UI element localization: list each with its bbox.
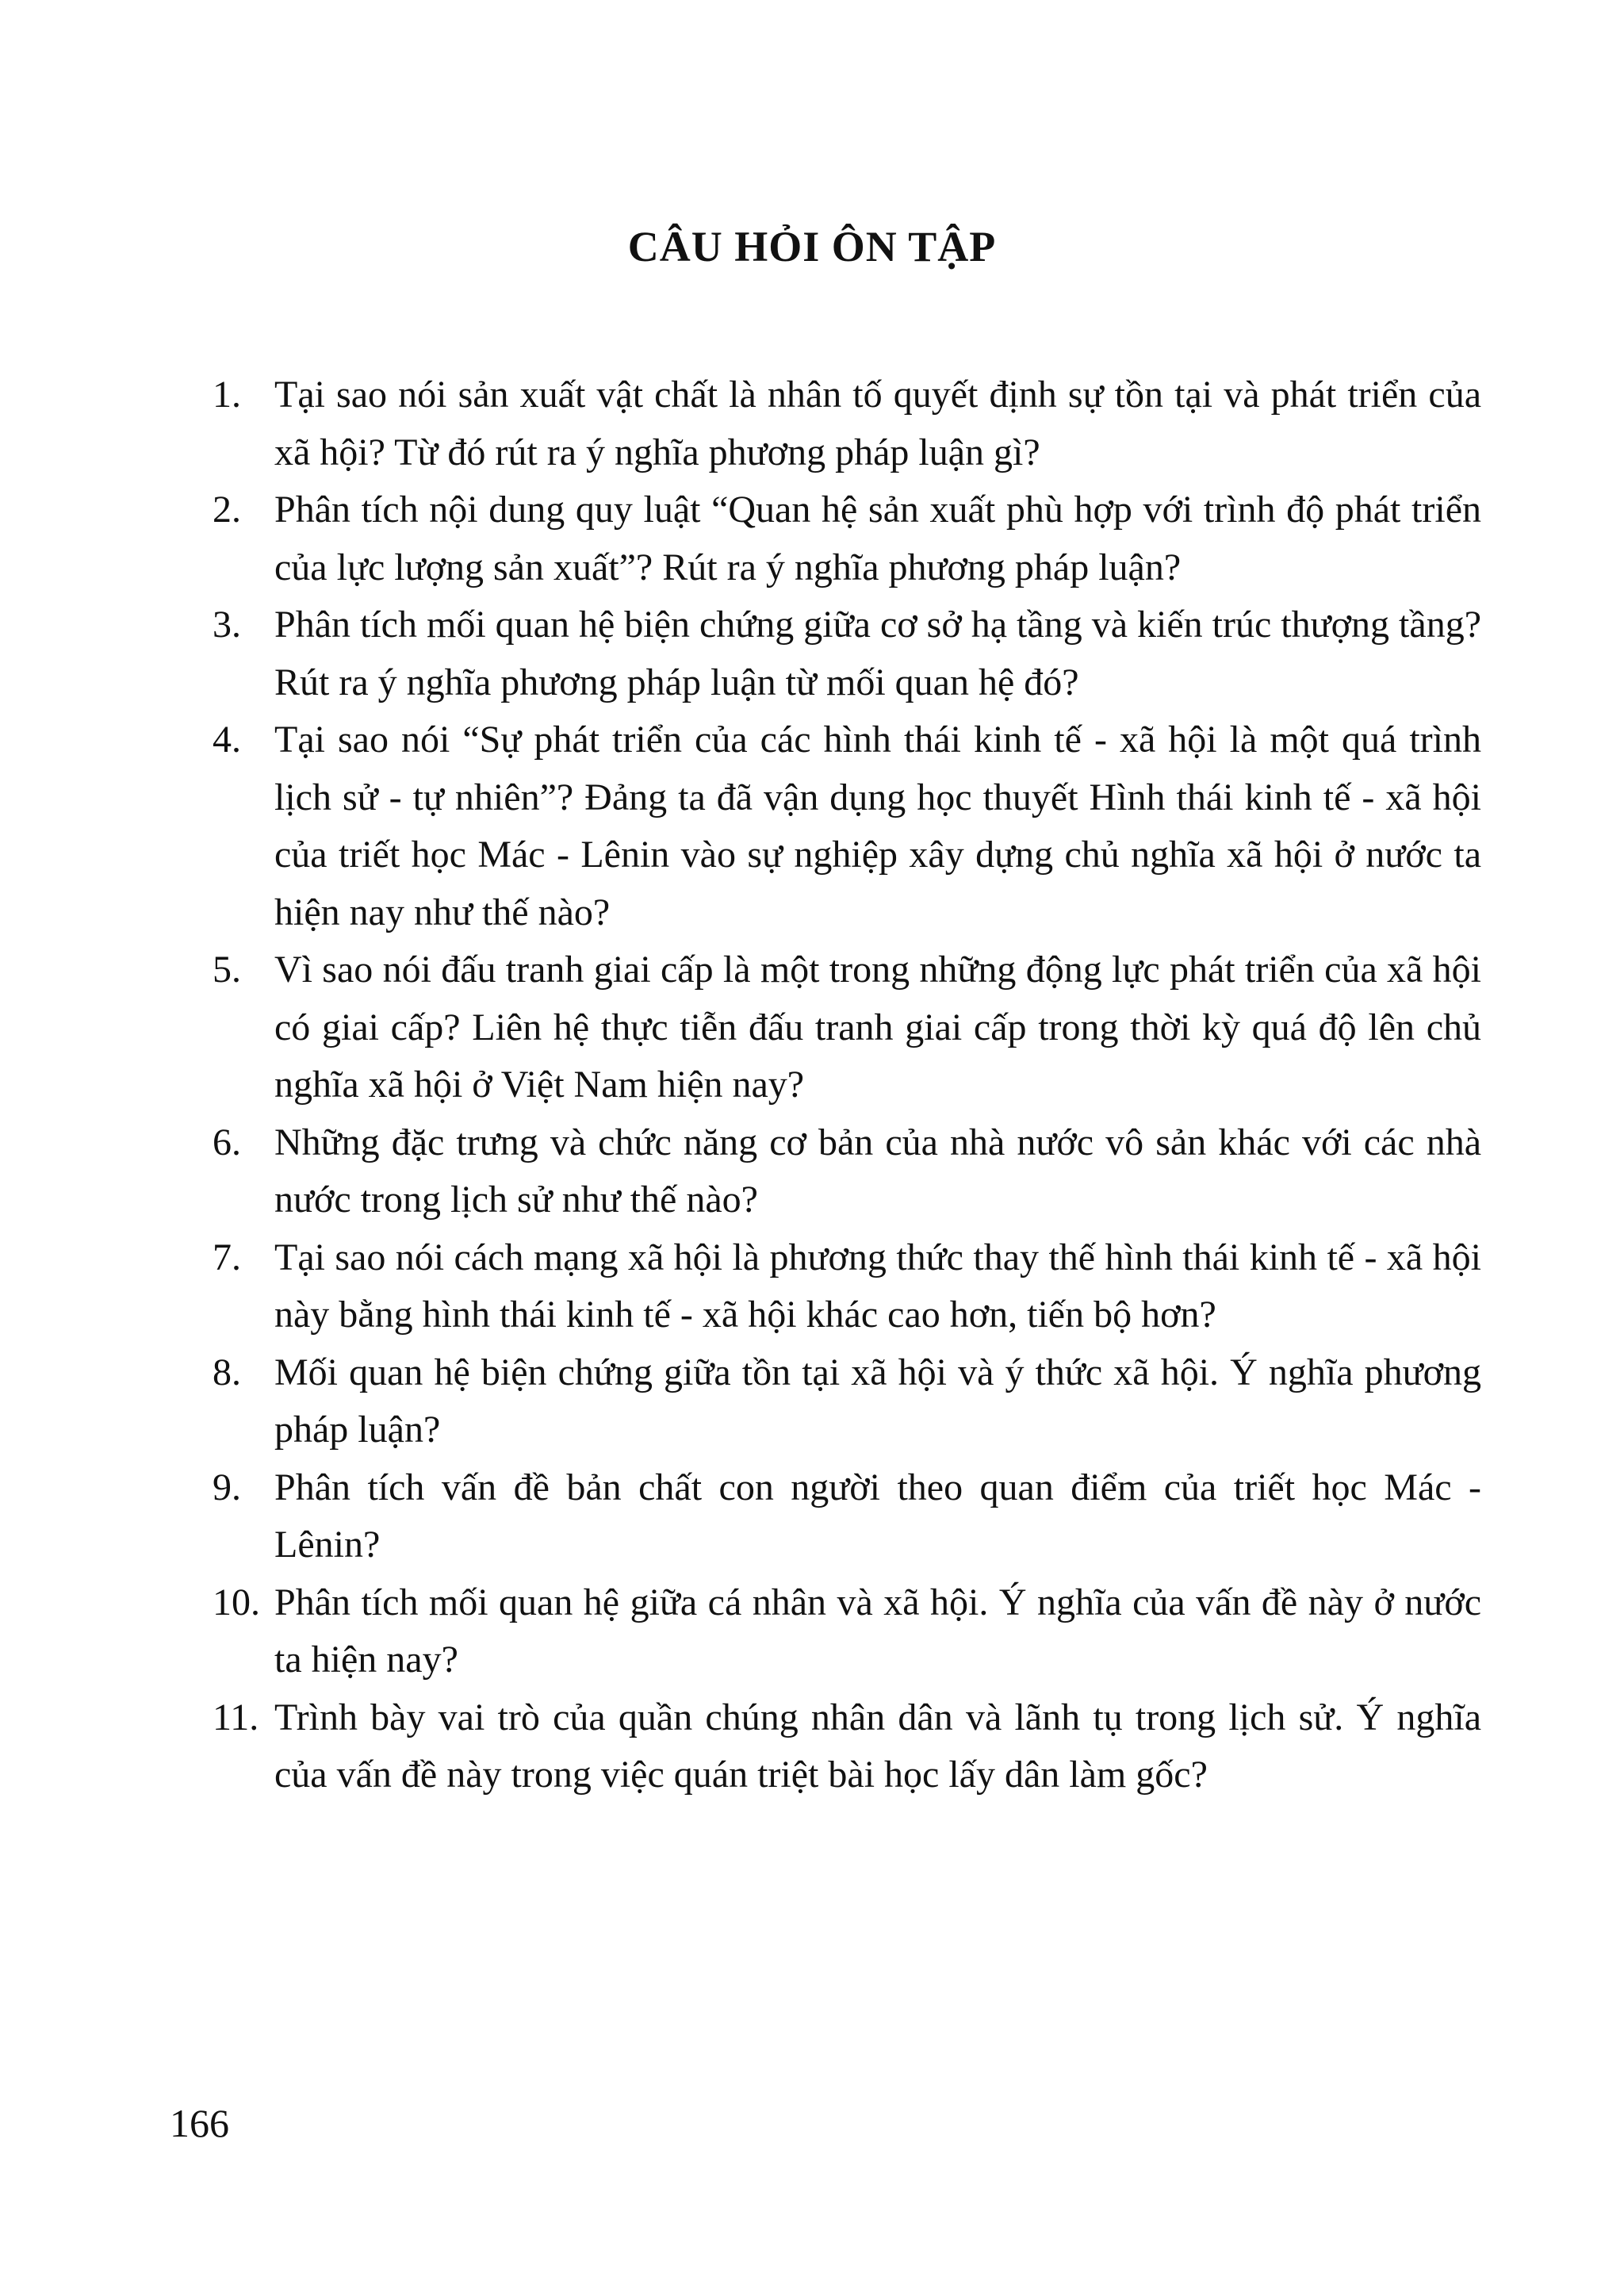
question-number: 11.	[213, 1696, 259, 1738]
page-title: CÂU HỎI ÔN TẬP	[627, 223, 997, 270]
question-text: Tại sao nói sản xuất vật chất là nhân tố quyết định sự tồn tại và phát triển của xã hội? Từ đó rút ra ý nghĩa phương pháp luận gì?	[274, 374, 1481, 473]
question-number: 9.	[213, 1466, 241, 1508]
question-text: Phân tích vấn đề bản chất con người theo quan điểm của triết học Mác - Lênin?	[274, 1466, 1481, 1566]
question-text: Phân tích mối quan hệ giữa cá nhân và xã hội. Ý nghĩa của vấn đề này ở nước ta hiện nay?	[274, 1581, 1481, 1681]
question-item-7	[213, 1229, 1481, 1344]
question-number: 1.	[213, 374, 241, 416]
question-item-3	[213, 596, 1481, 711]
question-item-4	[213, 711, 1481, 941]
question-item-11	[213, 1689, 1481, 1804]
question-text: Phân tích nội dung quy luật “Quan hệ sản xuất phù hợp với trình độ phát triển của lực lượng sản xuất”? Rút ra ý nghĩa phương pháp luận?	[274, 489, 1481, 588]
question-item-1	[213, 366, 1481, 481]
question-number: 6.	[213, 1121, 241, 1163]
question-text: Vì sao nói đấu tranh giai cấp là một trong những động lực phát triển của xã hội có giai cấp? Liên hệ thực tiễn đấu tranh giai cấp trong thời kỳ quá độ lên chủ nghĩa xã hội ở Việt Nam hiện nay?	[274, 949, 1481, 1106]
question-number: 8.	[213, 1351, 241, 1393]
question-list	[213, 366, 1481, 1804]
question-number: 10.	[213, 1581, 260, 1623]
question-item-10	[213, 1574, 1481, 1689]
question-item-5	[213, 941, 1481, 1114]
question-item-8	[213, 1344, 1481, 1459]
question-text: Trình bày vai trò của quần chúng nhân dân và lãnh tụ trong lịch sử. Ý nghĩa của vấn đề này trong việc quán triệt bài học lấy dân làm gốc?	[274, 1696, 1481, 1796]
question-text: Những đặc trưng và chức năng cơ bản của nhà nước vô sản khác với các nhà nước trong lịch sử như thế nào?	[274, 1121, 1481, 1221]
question-item-9	[213, 1459, 1481, 1574]
question-item-2	[213, 481, 1481, 596]
question-text: Tại sao nói “Sự phát triển của các hình thái kinh tế - xã hội là một quá trình lịch sử - tự nhiên”? Đảng ta đã vận dụng học thuyết Hình thái kinh tế - xã hội của triết học Mác - Lênin vào sự nghiệp xây dựng chủ nghĩa xã hội ở nước ta hiện nay như thế nào?	[274, 719, 1481, 933]
question-item-6	[213, 1114, 1481, 1229]
question-text: Tại sao nói cách mạng xã hội là phương thức thay thế hình thái kinh tế - xã hội này bằng hình thái kinh tế - xã hội khác cao hơn, tiến bộ hơn?	[274, 1236, 1481, 1336]
question-number: 3.	[213, 604, 241, 646]
question-text: Phân tích mối quan hệ biện chứng giữa cơ sở hạ tầng và kiến trúc thượng tầng? Rút ra ý nghĩa phương pháp luận từ mối quan hệ đó?	[274, 604, 1481, 703]
question-text: Mối quan hệ biện chứng giữa tồn tại xã hội và ý thức xã hội. Ý nghĩa phương pháp luận?	[274, 1351, 1481, 1451]
question-number: 7.	[213, 1236, 241, 1278]
question-number: 4.	[213, 719, 241, 761]
page-number: 166	[170, 2101, 229, 2145]
question-number: 5.	[213, 949, 241, 991]
question-number: 2.	[213, 489, 241, 531]
